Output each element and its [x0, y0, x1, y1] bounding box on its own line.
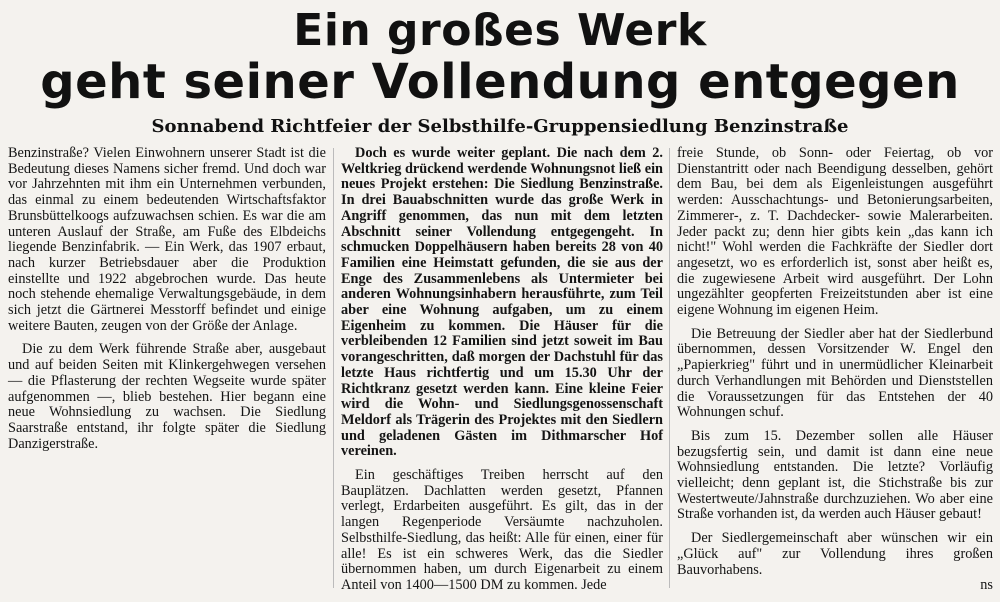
article-column-2 — [341, 146, 663, 602]
headline-line-2: geht seiner Vollendung entgegen — [40, 54, 960, 110]
paragraph: Benzinstraße? Vielen Einwohnern unserer Stadt ist die Bedeutung dieses Namens sicher fremd. Und doch war vor Jahrzehnten mit ihm ein Unternehmen verbunden, das einmal zu einem bedeutenden Wirtschaftsfaktor Brunsbüttelkoogs aufzuwachsen schien. Es war die am unteren Auslauf der Straße, am Fuße des Elbdeichs liegende Benzinfabrik. — Ein Werk, das 1907 erbaut, nach kurzer Betriebsdauer aber die Produktion einstellte und 1922 abgebrochen wurde. Das heute noch stehende ehemalige Verwaltungsgebäude, in dem sich jetzt die Gärtnerei Messtorff befindet und einige weitere Bauten, zeugen von der Größe der Anlage. — [8, 145, 326, 334]
article-column-3 — [677, 146, 993, 594]
author-signature: ns — [980, 577, 993, 594]
paragraph: Ein geschäftiges Treiben herrscht auf den Bauplätzen. Dachlatten werden gesetzt, Pfannen verlegt, Erdarbeiten ausgeführt. Es gilt, das in der langen Regenperiode Versäumte nachzuholen. Selbsthilfe-Siedlung, das heißt: Alle für einen, einer für alle! Es ist ein schweres Werk, das die Siedler übernommen haben, um durch Eigenarbeit zu einem Anteil von 1400—1500 DM zu kommen. Jede — [341, 467, 663, 593]
paragraph: freie Stunde, ob Sonn- oder Feiertag, ob vor Dienstantritt oder nach Beendigung desselben, gehört dem Bau, bei dem als Eigenleistungen ausgeführt werden: Ausschachtungs- und Betonierungsarbeiten, Zimmerer-, z. T. Dachdecker- sowie Malerarbeiten. Jeder packt zu; denn hier gibts kein „das kann ich nicht!" Wohl werden die Fachkräfte der Siedler dort angesetzt, wo es erforderlich ist, sonst aber heißt es, die zugewiesene Arbeit wird ausgeführt. Der Lohn ungezählter geopferten Freizeitstunden aber ist eine eigene Wohnung im eigenen Heim. — [677, 145, 993, 319]
paragraph: Die zu dem Werk führende Straße aber, ausgebaut und auf beiden Seiten mit Klinkergehwegen versehen — die Pflasterung der rechten Wegseite wurde später aufgenommen —, blieb bestehen. Hier begann eine neue Wohnsiedlung zu wachsen. Die Siedlung Saarstraße entstand, ihr folgte später die Siedlung Danzigerstraße. — [8, 341, 326, 452]
paragraph: Der Siedlergemeinschaft aber wünschen wir ein „Glück auf" zur Vollendung ihres großen Bauvorhabens. — [677, 530, 993, 578]
paragraph: Die Betreuung der Siedler aber hat der Siedlerbund übernommen, dessen Vorsitzender W. Engel den „Papierkrieg" führt und in unermüdlicher Kleinarbeit durch Verhandlungen mit Behörden und Dienststellen die Voraussetzungen für das Entstehen der 40 Wohnungen schuf. — [677, 325, 993, 421]
paragraph: Bis zum 15. Dezember sollen alle Häuser bezugsfertig sein, und damit ist dann eine neue Wohnsiedlung entstanden. Die letzte? Vorläufig vielleicht; denn geplant ist, die Stichstraße bis zur Westertweute/Jahnstraße durchzuziehen. Wo aber eine Straße vorhanden ist, da werden auch Häuser gebaut! — [677, 427, 993, 523]
paragraph-bold: Doch es wurde weiter geplant. Die nach dem 2. Weltkrieg drückend werdende Wohnungsnot ließ ein neues Projekt erstehen: Die Siedlung Benzinstraße. In drei Bauabschnitten wurde das große Werk in Angriff genommen, das nun mit dem letzten Abschnitt seiner Vollendung entgegengeht. In schmucken Doppelhäusern haben bereits 28 von 40 Familien eine Heimstatt gefunden, die sie aus der Enge des Zusammenlebens als Untermieter bei anderen Wohnungsinhabern herausführte, zum Teil aber eine Wohnung aufgaben, um zu einem Eigenheim zu kommen. Die Häuser für die verbleibenden 12 Familien sind jetzt soweit im Bau vorangeschritten, daß morgen der Dachstuhl für das letzte Haus richtfertig und um 15.30 Uhr der Richtkranz gesetzt werden kann. Eine kleine Feier wird die Wohn- und Siedlungsgenossenschaft Meldorf als Trägerin des Projektes mit den Siedlern und geladenen Gästen im Dithmarscher Hof vereinen. — [341, 145, 663, 460]
column-divider — [669, 148, 670, 588]
subtitle: Sonnabend Richtfeier der Selbsthilfe-Gruppensiedlung Benzinstraße — [151, 116, 849, 137]
article-column-1 — [8, 146, 326, 460]
headline — [0, 6, 1000, 108]
headline-line-1: Ein großes Werk — [293, 5, 707, 56]
column-divider — [333, 148, 334, 588]
